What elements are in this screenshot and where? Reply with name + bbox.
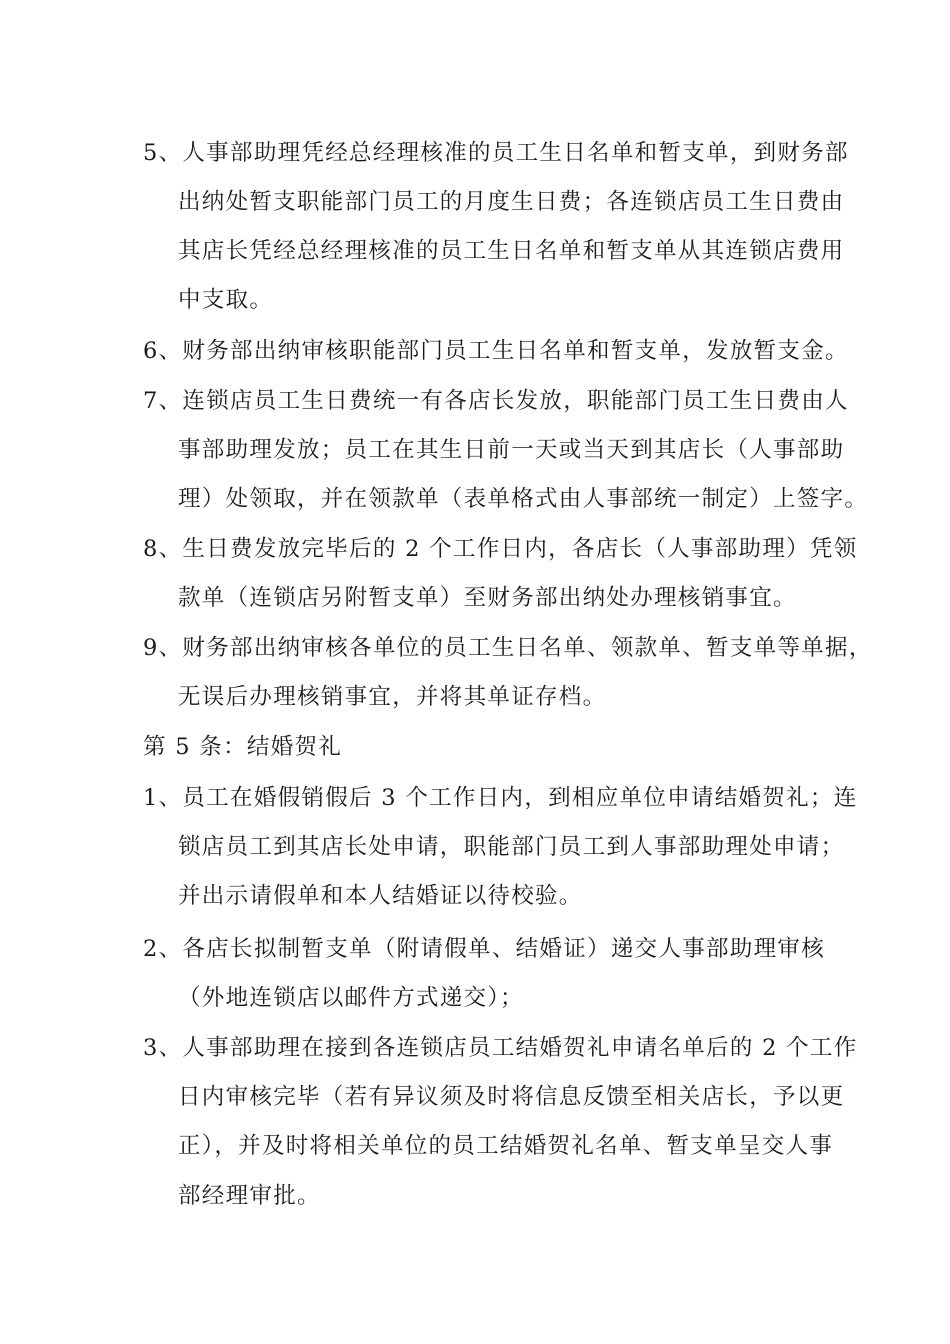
item-9-line-2: 无误后办理核销事宜，并将其单证存档。 xyxy=(178,684,607,710)
item-b1-line-2: 锁店员工到其店长处申请，职能部门员工到人事部助理处申请； xyxy=(178,834,845,860)
item-6-line-1: 6、财务部出纳审核职能部门员工生日名单和暂支单，发放暂支金。 xyxy=(143,338,849,364)
item-7-line-2: 事部助理发放；员工在其生日前一天或当天到其店长（人事部助 xyxy=(178,437,845,463)
item-8-line-2: 款单（连锁店另附暂支单）至财务部出纳处办理核销事宜。 xyxy=(178,585,797,611)
item-8-line-1: 8、生日费发放完毕后的 2 个工作日内，各店长（人事部助理）凭领 xyxy=(143,536,858,562)
item-7-line-3: 理）处领取，并在领款单（表单格式由人事部统一制定）上签字。 xyxy=(178,486,869,512)
item-9-line-1: 9、财务部出纳审核各单位的员工生日名单、领款单、暂支单等单据， xyxy=(143,635,873,661)
item-5-line-4: 中支取。 xyxy=(178,287,274,313)
item-b2-line-2: （外地连锁店以邮件方式递交）； xyxy=(178,985,524,1011)
item-b3-line-4: 部经理审批。 xyxy=(178,1183,321,1209)
item-b2-line-1: 2、各店长拟制暂支单（附请假单、结婚证）递交人事部助理审核 xyxy=(143,936,826,962)
item-b3-line-1: 3、人事部助理在接到各连锁店员工结婚贺礼申请名单后的 2 个工作 xyxy=(143,1035,858,1061)
item-b1-line-1: 1、员工在婚假销假后 3 个工作日内，到相应单位申请结婚贺礼；连 xyxy=(143,785,858,811)
item-5-line-3: 其店长凭经总经理核准的员工生日名单和暂支单从其连锁店费用 xyxy=(178,238,845,264)
item-5-line-2: 出纳处暂支职能部门员工的月度生日费；各连锁店员工生日费由 xyxy=(178,189,845,215)
item-b3-line-2: 日内审核完毕（若有异议须及时将信息反馈至相关店长，予以更 xyxy=(178,1084,845,1110)
item-5-line-1: 5、人事部助理凭经总经理核准的员工生日名单和暂支单，到财务部 xyxy=(143,140,849,166)
item-7-line-1: 7、连锁店员工生日费统一有各店长发放，职能部门员工生日费由人 xyxy=(143,388,849,414)
section-heading: 第 5 条：结婚贺礼 xyxy=(143,734,343,760)
item-b3-line-3: 正），并及时将相关单位的员工结婚贺礼名单、暂支单呈交人事 xyxy=(178,1133,834,1159)
item-b1-line-3: 并出示请假单和本人结婚证以待校验。 xyxy=(178,883,583,909)
